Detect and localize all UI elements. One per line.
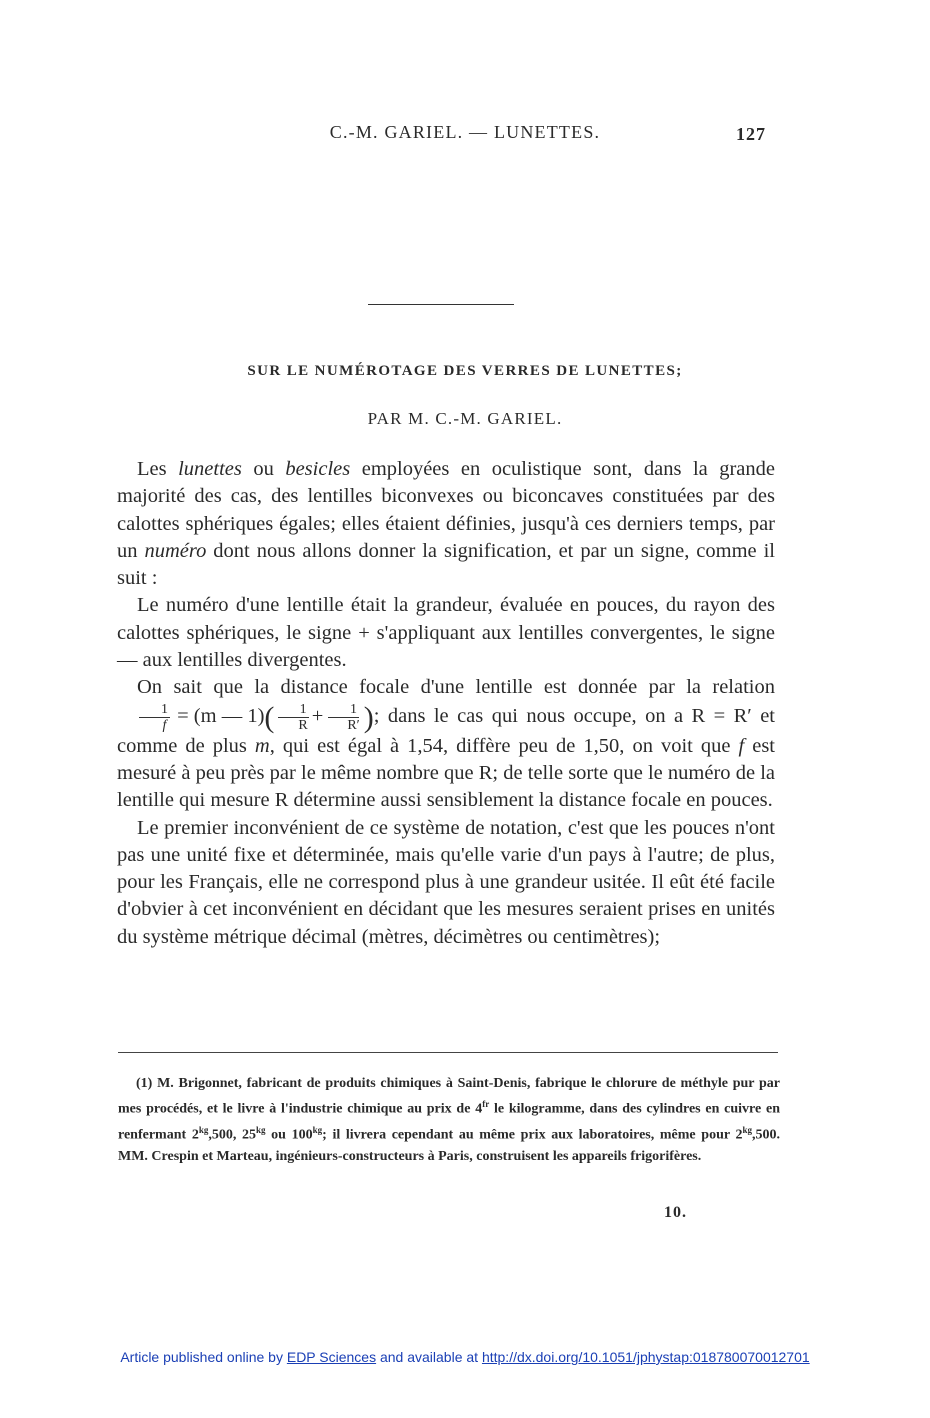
text-run: est mesuré à peu près par le même nombre que R; de telle sorte que le numéro de la lentille qui mesure R détermine aussi sensiblement la distance focale en pouces. bbox=[117, 734, 775, 812]
math-f: f bbox=[162, 717, 167, 733]
paragraph-4: Le premier inconvénient de ce système de notation, c'est que les pouces n'ont pas une unité fixe et déterminée, mais qu'elle varie d'un pays à l'autre; de plus, pour les Français, elle ne correspond plus à une grandeur usitée. Il eût été facile d'obvier à cet inconvénient en décidant que les mesures seraient prises en unités du système métrique décimal (mètres, décimètres ou centimètres); bbox=[117, 816, 775, 948]
italic-term: lunettes bbox=[178, 458, 242, 480]
unit-superscript: kg bbox=[312, 1125, 323, 1136]
left-paren: ( bbox=[264, 700, 275, 734]
text-run: ,500. MM. Crespin et Marteau, ingénieurs-constructeurs à Paris, construisent les appareils frigorifères. bbox=[118, 1127, 780, 1165]
plus-sign: + bbox=[311, 704, 324, 727]
footnote-rule bbox=[118, 1052, 778, 1053]
denominator bbox=[141, 718, 169, 733]
text-run: On sait que la distance focale d'une lentille est donnée par la relation bbox=[137, 676, 775, 699]
fraction-one-over-Rprime bbox=[325, 702, 361, 733]
running-head: C.-M. GARIEL. — LUNETTES. bbox=[329, 122, 601, 142]
separator-rule bbox=[368, 304, 514, 305]
publication-footer bbox=[0, 1349, 930, 1365]
focal-formula bbox=[117, 702, 374, 733]
unit-superscript: kg bbox=[198, 1125, 209, 1136]
text-run: M. Brigonnet, fabricant de produits chimiques à Saint-Denis, fabrique le chlorure de méthyle pur par mes procédés, et le livre à l'industrie chimique au prix de 4 bbox=[118, 1076, 780, 1117]
article-title: SUR LE NUMÉROTAGE DES VERRES DE LUNETTES; bbox=[247, 363, 683, 379]
article-byline: PAR M. C.-M. GARIEL. bbox=[367, 409, 563, 428]
footer-text: and available at bbox=[376, 1349, 482, 1365]
text-run: , qui est égal à 1,54, diffère peu de 1,50, on voit que bbox=[269, 734, 739, 757]
right-paren: ) bbox=[363, 700, 374, 734]
paragraph-2: Le numéro d'une lentille était la grandeur, évaluée en pouces, du rayon des calottes sphériques, le signe + s'appliquant aux lentilles convergentes, le signe — aux lentilles divergentes. bbox=[117, 594, 775, 672]
doi-link[interactable]: http://dx.doi.org/10.1051/jphystap:018780070012701 bbox=[481, 1349, 810, 1365]
unit-superscript: kg bbox=[256, 1125, 266, 1136]
numerator: 1 bbox=[139, 702, 170, 718]
text-run: Les bbox=[137, 458, 179, 480]
text-run: ,500, 25 bbox=[208, 1127, 256, 1143]
text-run: ou 100 bbox=[265, 1127, 313, 1143]
numerator: 1 bbox=[278, 702, 309, 718]
unit-superscript: fr bbox=[482, 1099, 490, 1110]
math-m: m bbox=[254, 734, 270, 757]
denominator: R′ bbox=[347, 717, 360, 733]
article-body bbox=[117, 456, 775, 951]
publisher-link[interactable]: EDP Sciences bbox=[286, 1349, 377, 1365]
math-f: f bbox=[738, 734, 745, 757]
footnote-marker: (1) bbox=[136, 1076, 153, 1091]
denominator: R bbox=[298, 717, 308, 733]
fraction-one-over-f bbox=[139, 702, 170, 733]
numerator: 1 bbox=[328, 702, 359, 718]
paragraph-1 bbox=[117, 456, 775, 592]
text-run: le kilogramme, dans des cylindres en cuivre en renfermant 2 bbox=[118, 1101, 780, 1143]
fraction-one-over-R bbox=[276, 702, 309, 733]
footnote-paragraph bbox=[118, 1073, 780, 1168]
text-run: ; il livrera cependant au même prix aux laboratoires, même pour 2 bbox=[322, 1127, 743, 1143]
italic-term: numéro bbox=[144, 539, 207, 562]
text-run: dont nous allons donner la signification, et par un signe, comme il suit : bbox=[117, 539, 775, 590]
footer-text: Article published online by bbox=[120, 1349, 287, 1365]
italic-term: besicles bbox=[285, 458, 351, 480]
footnote bbox=[118, 1073, 780, 1168]
text-run: ; dans le cas qui nous occupe, on a R = R′ et comme de plus bbox=[117, 704, 775, 757]
paragraph-3 bbox=[117, 674, 775, 814]
formula-middle: = (m — 1) bbox=[172, 704, 265, 727]
unit-superscript: kg bbox=[742, 1125, 752, 1136]
text-run: employées en oculistique sont, dans la grande majorité des cas, des lentilles biconvexes ou biconcaves constituées par des calottes sphériques égales; elles étaient définies, jusqu'à ces derniers temps, par un bbox=[117, 458, 776, 562]
page-number: 127 bbox=[736, 124, 766, 144]
signature-mark: 10. bbox=[664, 1204, 687, 1221]
text-run: ou bbox=[241, 458, 286, 480]
